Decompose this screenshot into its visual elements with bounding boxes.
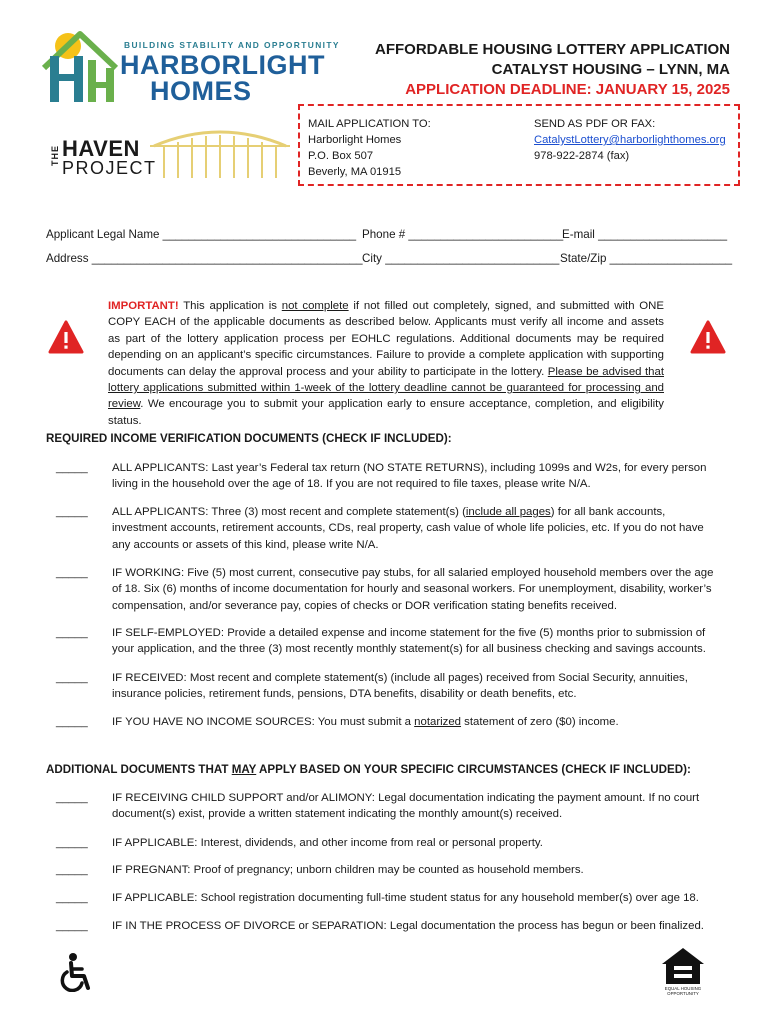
checkbox-blank[interactable]: _____ — [56, 892, 88, 904]
additional-docs-heading: ADDITIONAL DOCUMENTS THAT MAY APPLY BASED ON YOUR SPECIFIC CIRCUMSTANCES (CHECK IF INCLUDED): — [46, 763, 691, 776]
important-text-1: This application is — [178, 300, 282, 312]
mail-line-3: Beverly, MA 01915 — [308, 166, 402, 178]
harborlight-name-line2: HOMES — [150, 76, 252, 106]
haven-name-text: HAVEN — [62, 136, 140, 161]
equal-housing-opportunity-logo — [660, 946, 706, 998]
checkbox-blank[interactable]: _____ — [56, 837, 88, 849]
haven-project-text: PROJECT — [62, 158, 157, 178]
item-text: IF YOU HAVE NO INCOME SOURCES: You must submit a notarized statement of zero ($0) income. — [112, 716, 619, 728]
submission-info-box — [298, 104, 740, 186]
checkbox-blank[interactable]: _____ — [56, 864, 88, 876]
fax-number: 978-922-2874 (fax) — [534, 150, 630, 162]
bridge-icon — [150, 128, 290, 182]
item-text: IF WORKING: Five (5) most current, consecutive pay stubs, for all salaried employed household members over the age of 18. Six (6) months of income documentation for hourly and seasonal workers. For unemployment, disability, worker’s compensation, and/or severance pay, copies of checks or DOR verification stating benefits received. — [112, 567, 714, 612]
city-field[interactable]: City ___________________________ — [362, 252, 560, 265]
applicant-fields — [46, 228, 733, 276]
item-text: IF APPLICABLE: School registration documenting full-time student status for any household member(s) over age 18. — [112, 892, 699, 904]
checkbox-blank[interactable]: _____ — [56, 920, 88, 932]
item-text: IF IN THE PROCESS OF DIVORCE or SEPARATION: Legal documentation the process has begun or been finalized. — [112, 920, 704, 932]
page-subtitle: CATALYST HOUSING – LYNN, MA — [491, 61, 730, 78]
item-text: IF RECEIVING CHILD SUPPORT and/or ALIMONY: Legal documentation indicating the payment amount. If no court document(s) exist, provide a written statement indicating the monthly amount(s) received. — [112, 792, 700, 821]
warning-left-icon — [48, 320, 84, 356]
required-docs-heading: REQUIRED INCOME VERIFICATION DOCUMENTS (CHECK IF INCLUDED): — [46, 432, 452, 445]
harborlight-name-line1: HARBORLIGHT — [120, 50, 325, 80]
warning-right-icon — [690, 320, 726, 356]
important-text-2: if not filled out completely, signed, and submitted with ONE COPY EACH of the applicable documents as described below. Applicants must verify all income and assets as part of the lottery application process per EOHLC regulations. Additional documents may be required depending on an applicant’s specific circumstances. Failure to provide a complete application with supporting documents can delay the approval process and your ability to participate in the lottery. — [108, 300, 664, 378]
checkbox-blank[interactable]: _____ — [56, 672, 88, 684]
item-text: IF SELF-EMPLOYED: Provide a detailed expense and income statement for the five (5) months prior to submission of your application, and the three (3) most recently monthly statement(s) for all business checking and savings accounts. — [112, 627, 706, 656]
item-text: IF APPLICABLE: Interest, dividends, and other income from real or personal property. — [112, 837, 543, 849]
pdf-fax-block — [534, 116, 726, 164]
phone-field[interactable]: Phone # ________________________ — [362, 228, 564, 241]
mail-line-1: Harborlight Homes — [308, 134, 402, 146]
equal-housing-icon — [660, 946, 706, 986]
address-field[interactable]: Address __________________________________________ — [46, 252, 363, 265]
eho-label: EQUAL HOUSING OPPORTUNITY — [664, 986, 702, 996]
mail-address-block — [308, 116, 431, 180]
checkbox-blank[interactable]: _____ — [56, 567, 88, 579]
wheelchair-accessibility-icon — [56, 952, 96, 992]
deadline-advisory: Please be advised that lottery applications submitted within 1-week of the lottery deadline cannot be guaranteed for processing and review — [108, 365, 664, 411]
item-text: ALL APPLICANTS: Last year’s Federal tax return (NO STATE RETURNS), including 1099s and W2s, for every person living in the household over the age of 18. If you are not required to file taxes, please write N/A. — [112, 462, 707, 491]
applicant-name-field[interactable]: Applicant Legal Name ______________________________ — [46, 228, 357, 241]
checkbox-blank[interactable]: _____ — [56, 506, 88, 518]
house-logo-icon — [40, 26, 120, 112]
page-title: AFFORDABLE HOUSING LOTTERY APPLICATION — [375, 41, 730, 58]
checkbox-blank[interactable]: _____ — [56, 716, 88, 728]
item-text: IF PREGNANT: Proof of pregnancy; unborn children may be counted as household members. — [112, 864, 584, 876]
item-text: ALL APPLICANTS: Three (3) most recent and complete statement(s) (include all pages) for all bank accounts, investment accounts, retirement accounts, CDs, real property, cash value of whole life policies, etc. If you do not have any accounts or assets of this kind, please write N/A. — [112, 506, 704, 551]
important-text-3: . We encourage you to submit your application early to ensure acceptance, completion, and eligibility status. — [108, 398, 664, 427]
important-notice — [108, 298, 664, 429]
item-text: IF RECEIVED: Most recent and complete statement(s) (include all pages) received from Social Security, annuities, insurance policies, retirement funds, pensions, DTA benefits, disability or death benefits, etc. — [112, 672, 688, 701]
mail-line-2: P.O. Box 507 — [308, 150, 374, 162]
mail-heading: MAIL APPLICATION TO: — [308, 118, 431, 130]
harborlight-homes-logo — [40, 26, 340, 116]
checkbox-blank[interactable]: _____ — [56, 462, 88, 474]
email-link[interactable]: CatalystLottery@harborlighthomes.org — [534, 134, 726, 146]
checkbox-blank[interactable]: _____ — [56, 627, 88, 639]
haven-project-logo — [48, 128, 288, 184]
email-field[interactable]: E-mail ____________________ — [562, 228, 728, 241]
checkbox-blank[interactable]: _____ — [56, 792, 88, 804]
title-block — [375, 40, 730, 100]
important-lead: IMPORTANT! — [108, 300, 179, 312]
pdf-fax-heading: SEND AS PDF OR FAX: — [534, 118, 656, 130]
state-zip-field[interactable]: State/Zip ___________________ — [560, 252, 733, 265]
not-complete-text: not complete — [281, 300, 349, 312]
harborlight-tagline: BUILDING STABILITY AND OPPORTUNITY — [124, 40, 340, 50]
haven-the-text: THE — [50, 145, 60, 166]
application-deadline: APPLICATION DEADLINE: JANUARY 15, 2025 — [405, 81, 730, 98]
